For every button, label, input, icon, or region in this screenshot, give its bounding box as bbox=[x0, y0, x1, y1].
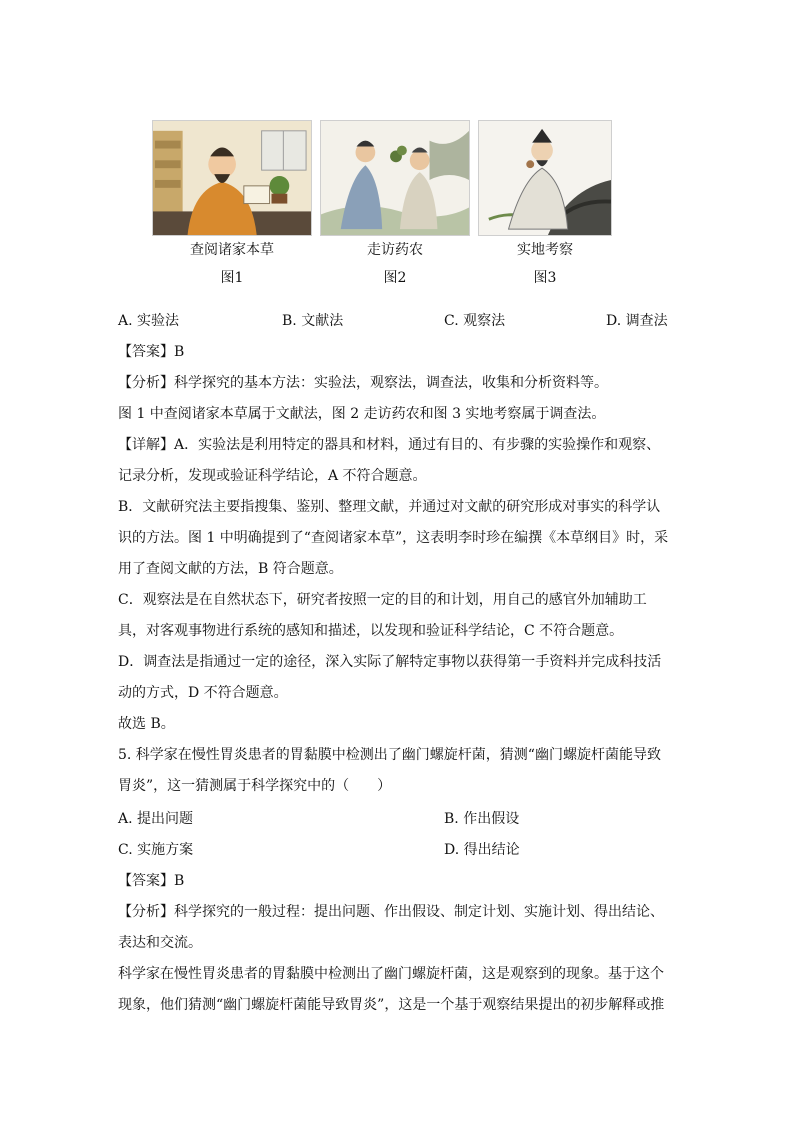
field-inspection-illustration bbox=[479, 121, 611, 235]
figure-1-label: 图1 bbox=[220, 270, 244, 286]
q4-detail-line-2: 记录分析，发现或验证科学结论，A 不符合题意。 bbox=[118, 468, 427, 484]
q4-option-c: C. 观察法 bbox=[444, 313, 506, 329]
q4-option-a: A. 实验法 bbox=[118, 313, 180, 329]
q4-detail-line-3: B．文献研究法主要指搜集、鉴别、整理文献，并通过对文献的研究形成对事实的科学认 bbox=[118, 499, 661, 515]
q5-analysis-line-1: 【分析】科学探究的一般过程：提出问题、作出假设、制定计划、实施计划、得出结论、 bbox=[118, 904, 664, 920]
figure-2-image bbox=[320, 120, 470, 236]
q4-detail-line-9: 动的方式，D 不符合题意。 bbox=[118, 685, 288, 701]
q4-answer: 【答案】B bbox=[118, 344, 185, 360]
figure-1-caption: 查阅诸家本草 bbox=[190, 242, 274, 258]
figure-2 bbox=[320, 120, 470, 286]
q4-analysis-line-1: 【分析】科学探究的基本方法：实验法，观察法，调查法，收集和分析资料等。 bbox=[118, 375, 608, 391]
q5-option-a: A. 提出问题 bbox=[118, 811, 194, 827]
q4-detail-line-7: 具，对客观事物进行系统的感知和描述，以发现和验证科学结论，C 不符合题意。 bbox=[118, 623, 624, 639]
figure-2-caption: 走访药农 bbox=[367, 242, 423, 258]
q4-detail-line-4: 识的方法。图 1 中明确提到了“查阅诸家本草”，这表明李时珍在编撰《本草纲目》时，采 bbox=[118, 530, 669, 546]
q4-detail-line-1: 【详解】A．实验法是利用特定的器具和材料，通过有目的、有步骤的实验操作和观察、 bbox=[118, 437, 661, 453]
q5-stem-line-2: 胃炎”，这一猜测属于科学探究中的（ ） bbox=[118, 778, 392, 794]
figure-1-image bbox=[152, 120, 312, 236]
figure-row bbox=[152, 120, 622, 290]
q4-detail-line-6: C．观察法是在自然状态下，研究者按照一定的目的和计划，用自己的感官外加辅助工 bbox=[118, 592, 647, 608]
q5-option-b: B. 作出假设 bbox=[444, 811, 520, 827]
q5-analysis-line-4: 现象，他们猜测“幽门螺旋杆菌能导致胃炎”，这是一个基于观察结果提出的初步解释或推 bbox=[118, 997, 665, 1013]
q4-option-d: D. 调查法 bbox=[606, 313, 668, 329]
q4-option-b: B. 文献法 bbox=[282, 313, 344, 329]
q5-option-d: D. 得出结论 bbox=[444, 842, 520, 858]
q5-analysis-line-2: 表达和交流。 bbox=[118, 935, 202, 951]
q5-option-c: C. 实施方案 bbox=[118, 842, 194, 858]
q4-analysis-line-2: 图 1 中查阅诸家本草属于文献法，图 2 走访药农和图 3 实地考察属于调查法。 bbox=[118, 406, 606, 422]
figure-3-caption: 实地考察 bbox=[517, 242, 573, 258]
q4-detail-line-5: 用了查阅文献的方法，B 符合题意。 bbox=[118, 561, 343, 577]
q4-conclusion: 故选 B。 bbox=[118, 716, 175, 732]
figure-3 bbox=[478, 120, 612, 286]
figure-3-image bbox=[478, 120, 612, 236]
figure-2-label: 图2 bbox=[383, 270, 407, 286]
q5-analysis-line-3: 科学家在慢性胃炎患者的胃黏膜中检测出了幽门螺旋杆菌，这是观察到的现象。基于这个 bbox=[118, 966, 664, 982]
visiting-herb-farmer-illustration bbox=[321, 121, 469, 235]
figure-3-label: 图3 bbox=[533, 270, 557, 286]
scholar-reading-illustration bbox=[153, 121, 311, 235]
figure-1 bbox=[152, 120, 312, 286]
q5-answer: 【答案】B bbox=[118, 873, 185, 889]
q5-stem-line-1: 5. 科学家在慢性胃炎患者的胃黏膜中检测出了幽门螺旋杆菌，猜测“幽门螺旋杆菌能导致 bbox=[118, 747, 661, 763]
q4-detail-line-8: D．调查法是指通过一定的途径，深入实际了解特定事物以获得第一手资料并完成科技活 bbox=[118, 654, 662, 670]
